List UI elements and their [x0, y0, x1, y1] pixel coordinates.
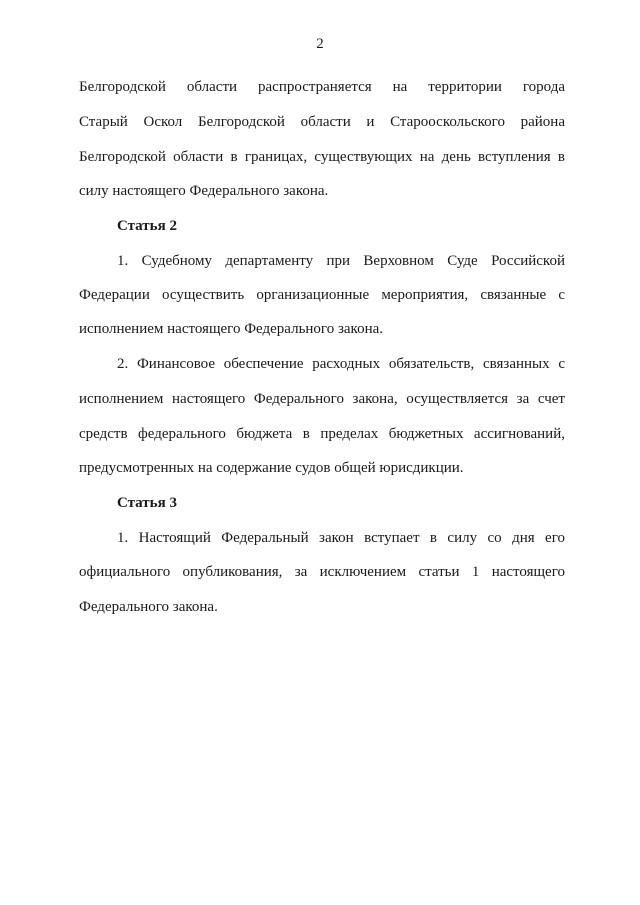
paragraph-line: силу настоящего Федерального закона.: [79, 183, 329, 199]
paragraph-line: исполнением настоящего Федерального закона, осуществляется за счет: [79, 391, 565, 407]
paragraph-line: средств федерального бюджета в пределах бюджетных ассигнований,: [79, 426, 565, 442]
paragraph-line: Старый Оскол Белгородской области и Старооскольского района: [79, 114, 565, 130]
paragraph-line: 1. Настоящий Федеральный закон вступает в силу со дня его: [117, 530, 565, 546]
paragraph-line: Белгородской области в границах, существующих на день вступления в: [79, 149, 565, 165]
paragraph-line: 2. Финансовое обеспечение расходных обязательств, связанных с: [117, 356, 565, 372]
paragraph-line: Белгородской области распространяется на территории города: [79, 79, 565, 95]
paragraph-line: исполнением настоящего Федерального закона.: [79, 321, 384, 337]
paragraph-line: 1. Судебному департаменту при Верховном Суде Российской: [117, 253, 565, 269]
article-2-heading: Статья 2: [117, 218, 177, 234]
article-3-heading: Статья 3: [117, 495, 177, 511]
paragraph-line: Федерации осуществить организационные мероприятия, связанные с: [79, 287, 565, 303]
paragraph-line: Федерального закона.: [79, 599, 218, 615]
paragraph-line: предусмотренных на содержание судов общей юрисдикции.: [79, 460, 464, 476]
paragraph-line: официального опубликования, за исключением статьи 1 настоящего: [79, 564, 565, 580]
page-number: 2: [316, 36, 324, 52]
